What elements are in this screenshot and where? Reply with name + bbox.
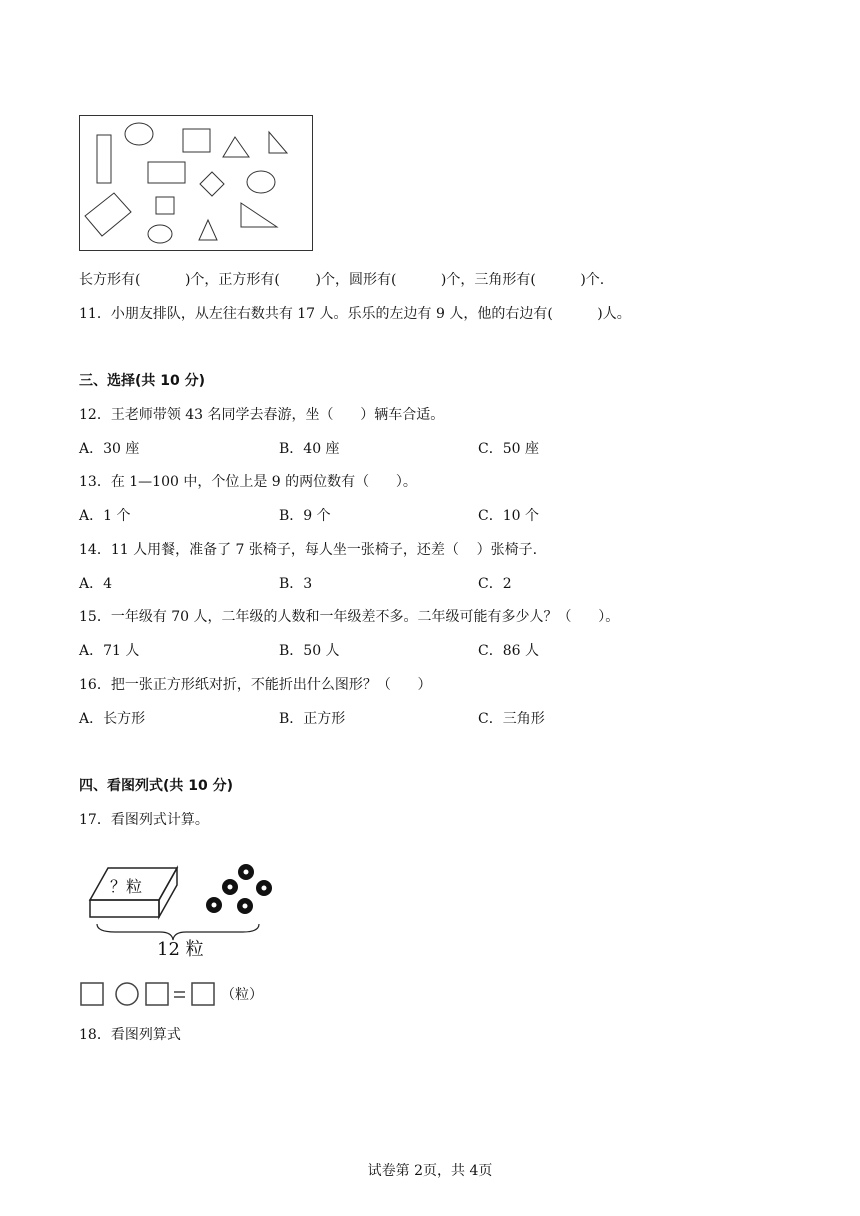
q13-option-b[interactable]: B．9 个 (279, 508, 331, 524)
q16-stem: 16．把一张正方形纸对折，不能折出什么图形？（ ） (79, 677, 432, 693)
section-4-heading: 四、看图列式(共 10 分) (79, 778, 234, 794)
q12-option-a[interactable]: A．30 座 (79, 441, 140, 457)
q15-option-b[interactable]: B．50 人 (279, 643, 340, 659)
q14-option-a[interactable]: A．4 (79, 576, 113, 592)
operator-circle[interactable] (116, 983, 138, 1005)
tilted-rectangle-shape (85, 193, 131, 236)
q16-option-c[interactable]: C．三角形 (478, 711, 545, 727)
small-square-shape (156, 197, 174, 214)
brace-label: 12 粒 (157, 939, 204, 960)
q14-option-b[interactable]: B．3 (279, 576, 313, 592)
q15-option-c[interactable]: C．86 人 (478, 643, 539, 659)
triangle-shape (199, 220, 217, 240)
q17-stem: 17．看图列式计算。 (79, 812, 209, 828)
geometric-shapes-figure (79, 115, 313, 251)
diamond-shape (200, 172, 224, 196)
q12-stem: 12．王老师带领 43 名同学去春游，坐（ ）辆车合适。 (79, 407, 445, 423)
equation-template-icon (79, 980, 219, 1008)
q14-stem: 14．11 人用餐，准备了 7 张椅子，每人坐一张椅子，还差（ ）张椅子. (79, 542, 538, 558)
q16-option-b[interactable]: B．正方形 (279, 711, 346, 727)
q13-option-c[interactable]: C．10 个 (478, 508, 539, 524)
unit-label: （粒） (221, 987, 263, 1003)
answer-box[interactable] (81, 983, 103, 1005)
q18-stem: 18．看图列算式 (79, 1027, 181, 1043)
q12-option-c[interactable]: C．50 座 (478, 441, 539, 457)
circle-shape (125, 123, 153, 145)
q10-answer-line: 长方形有( )个，正方形有( )个，圆形有( )个，三角形有( )个. (79, 272, 605, 288)
page-footer: 试卷第 2页，共 4页 (367, 1163, 493, 1179)
candy-box-label: ？粒 (110, 877, 143, 896)
triangle-shape (223, 137, 249, 157)
curly-brace-icon (97, 924, 259, 940)
answer-box[interactable] (146, 983, 168, 1005)
circle-shape (148, 225, 172, 243)
q13-stem: 13．在 1—100 中，个位上是 9 的两位数有（ ）。 (79, 474, 417, 490)
right-triangle-shape (241, 203, 277, 227)
shapes-svg (80, 116, 312, 250)
q14-option-c[interactable]: C．2 (478, 576, 512, 592)
q11-question: 11．小朋友排队，从左往右数共有 17 人。乐乐的左边有 9 人，他的右边有( )人。 (79, 306, 631, 322)
q15-stem: 15．一年级有 70 人，二年级的人数和一年级差不多。二年级可能有多少人？（ ）。 (79, 609, 620, 625)
q13-option-a[interactable]: A．1 个 (79, 508, 131, 524)
rectangle-shape (148, 162, 185, 183)
candies-group (202, 862, 278, 918)
right-triangle-shape (269, 132, 287, 153)
result-box[interactable] (192, 983, 214, 1005)
square-shape (183, 129, 210, 152)
q15-option-a[interactable]: A．71 人 (79, 643, 140, 659)
q12-option-b[interactable]: B．40 座 (279, 441, 340, 457)
section-3-heading: 三、选择(共 10 分) (79, 373, 206, 389)
q16-option-a[interactable]: A．长方形 (79, 711, 146, 727)
tall-rectangle-shape (97, 135, 111, 183)
circle-shape (247, 171, 275, 193)
